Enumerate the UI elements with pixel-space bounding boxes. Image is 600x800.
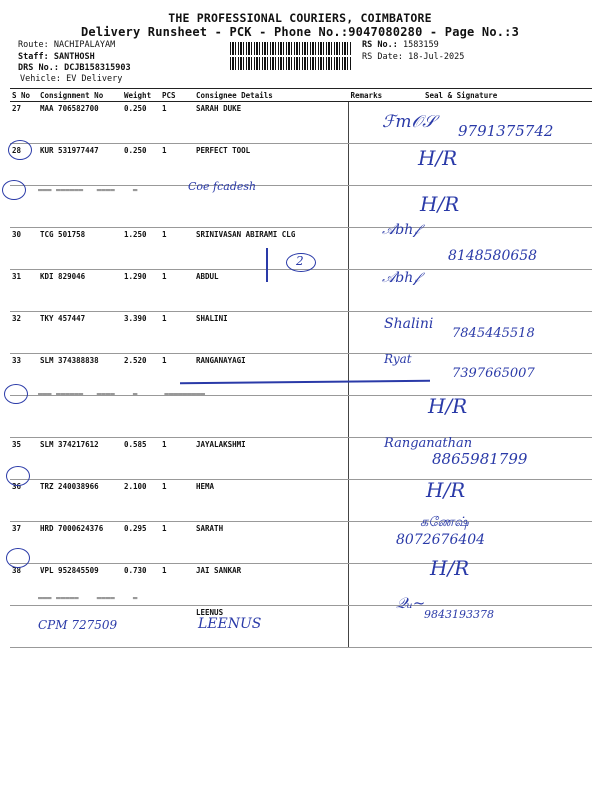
- cell-consignment: HRD 7000624376: [38, 522, 122, 564]
- cell-consignment: TRZ 240038966: [38, 480, 122, 522]
- cell-pcs: 1: [160, 438, 194, 480]
- cell-remarks: [349, 564, 402, 606]
- hw-sign-33: Ryat: [384, 352, 412, 366]
- barcode-bottom: [230, 57, 352, 70]
- rs-date-label: RS Date:: [362, 52, 403, 62]
- hw-sign-32: Shalini: [384, 316, 434, 332]
- table-row: [10, 144, 592, 186]
- hw-phone-32: 7845445518: [452, 326, 535, 341]
- table-row: [10, 270, 592, 312]
- route-label: Route:: [18, 40, 49, 50]
- cell-weight: 0.250: [122, 144, 160, 186]
- cell-pcs: 1: [160, 270, 194, 312]
- cell-sno: 28: [10, 144, 38, 186]
- cell-consignee: JAI SANKAR: [194, 564, 349, 606]
- table-row: [10, 480, 592, 522]
- cell-weight: [122, 606, 160, 648]
- cell-consignment: SLM 374217612: [38, 438, 122, 480]
- vehicle-line: [20, 74, 122, 85]
- cell-weight: 2.520: [122, 354, 160, 396]
- rs-no-label: RS No.:: [362, 40, 398, 50]
- route-line: [18, 40, 115, 51]
- cell-remarks: [349, 480, 402, 522]
- rs-no-line: [362, 40, 439, 51]
- cell-pcs: 1: [160, 564, 194, 606]
- cell-pcs: 1: [160, 522, 194, 564]
- cell-weight: 2.100: [122, 480, 160, 522]
- rs-date-line: [362, 52, 464, 63]
- hw-phone-35: 8865981799: [432, 450, 528, 468]
- cell-sno: 35: [10, 438, 38, 480]
- barcode-top: [230, 42, 352, 55]
- cell-consignee: SARAH DUKE: [194, 102, 349, 144]
- cell-sno: 31: [10, 270, 38, 312]
- cell-weight: 0.250: [122, 102, 160, 144]
- ink-mark-line: [266, 248, 268, 282]
- circle-29: [2, 180, 26, 200]
- cell-pcs: 1: [160, 480, 194, 522]
- cell-consignment: TKY 457447: [38, 312, 122, 354]
- cell-consignee: [194, 396, 349, 438]
- circle-rebound: [286, 253, 316, 272]
- cell-consignee: PERFECT TOOL: [194, 144, 349, 186]
- staff-value: SANTHOSH: [53, 52, 95, 62]
- hw-hr-34: H/R: [428, 394, 468, 418]
- cell-remarks: [349, 606, 402, 648]
- cell-consignee: ABDUL: [194, 270, 349, 312]
- col-weight: Weight: [122, 89, 160, 102]
- cell-consignee: JAYALAKSHMI: [194, 438, 349, 480]
- cell-weight: 0.730: [122, 564, 160, 606]
- runsheet-subtitle: Delivery Runsheet - PCK - Phone No.:9047080280 - Page No.:3: [80, 25, 520, 39]
- col-sno: S No: [10, 89, 38, 102]
- cell-sno: 37: [10, 522, 38, 564]
- cell-weight: 0.585: [122, 438, 160, 480]
- hw-sign-37: கணேஷ்: [420, 515, 469, 530]
- hw-hr-29: H/R: [420, 192, 460, 216]
- circle-38: [6, 548, 30, 568]
- rs-date-value: 18-Jul-2025: [408, 52, 465, 62]
- signature-31: 𝒜bh𝒻: [382, 270, 420, 286]
- col-seal-signature: Seal & Signature: [401, 89, 592, 102]
- cell-sno: 27: [10, 102, 38, 144]
- cell-remarks: [349, 144, 402, 186]
- cell-sno: 32: [10, 312, 38, 354]
- hw-sign-35: Ranganathan: [384, 436, 473, 451]
- drs-label: DRS No.:: [18, 63, 59, 73]
- hw-phone-33: 7397665007: [452, 366, 535, 381]
- drs-line: [18, 63, 131, 74]
- cell-sno: 30: [10, 228, 38, 270]
- cell-consignment: [38, 396, 122, 438]
- staff-line: [18, 52, 95, 63]
- col-consignment: Consignment No: [38, 89, 122, 102]
- col-pcs: PCS: [160, 89, 194, 102]
- table-row: [10, 396, 592, 438]
- cell-pcs: [160, 606, 194, 648]
- signature-27: ℱm𝒪𝒮: [382, 112, 436, 132]
- hw-hr-28: H/R: [418, 146, 458, 170]
- table-header-row: [10, 89, 592, 102]
- cell-pcs: 1: [160, 354, 194, 396]
- cell-consignee: SRINIVASAN ABIRAMI CLG: [194, 228, 349, 270]
- vehicle-value: EV Delivery: [66, 74, 123, 84]
- cell-remarks: [349, 522, 402, 564]
- circle-28: [8, 140, 32, 160]
- hw-hr-36: H/R: [426, 478, 466, 502]
- table-row: [10, 522, 592, 564]
- cell-consignment: MAA 706582700: [38, 102, 122, 144]
- cell-remarks: [349, 396, 402, 438]
- struck-row-34: ▬▬▬ ▬▬▬▬▬▬ ▬▬▬▬ ▬ ▬▬▬▬▬▬▬▬▬: [38, 389, 206, 398]
- struck-row-29: ▬▬▬ ▬▬▬▬▬▬ ▬▬▬▬ ▬: [38, 185, 138, 194]
- col-consignee: Consignee Details: [194, 89, 349, 102]
- route-value: NACHIPALAYAM: [53, 40, 116, 50]
- cell-pcs: 1: [160, 312, 194, 354]
- signature-39: 𝒬ᵤ~: [396, 594, 426, 612]
- hw-phone-30: 8148580658: [448, 248, 538, 264]
- cell-consignee: HEMA: [194, 480, 349, 522]
- cell-consignment: VPL 952845509: [38, 564, 122, 606]
- hw-phone-27: 9791375742: [458, 122, 554, 140]
- circle-36: [6, 466, 30, 486]
- hw-cons-39: CPM 727509: [38, 618, 118, 632]
- circle-34: [4, 384, 28, 404]
- staff-label: Staff:: [18, 52, 49, 62]
- cell-seal-signature: [401, 270, 592, 312]
- cell-consignment: SLM 374388838: [38, 354, 122, 396]
- cell-sno: [10, 606, 38, 648]
- cell-consignment: TCG 501758: [38, 228, 122, 270]
- cell-sno: 38: [10, 564, 38, 606]
- cell-sno: 36: [10, 480, 38, 522]
- cell-consignee: LEENUS: [194, 606, 349, 648]
- cell-consignment: KUR 531977447: [38, 144, 122, 186]
- cell-pcs: 1: [160, 228, 194, 270]
- hw-rebound-2: 2: [296, 254, 304, 268]
- struck-row-39: ▬▬▬ ▬▬▬▬▬ ▬▬▬▬ ▬: [38, 593, 138, 602]
- vehicle-label: Vehicle:: [20, 74, 61, 84]
- cell-weight: 0.295: [122, 522, 160, 564]
- cell-weight: 1.290: [122, 270, 160, 312]
- cell-consignment: KDI 829046: [38, 270, 122, 312]
- col-remarks: Remarks: [349, 89, 402, 102]
- hw-name-29: Coe fcadesh: [188, 180, 257, 193]
- signature-30: 𝒜bh𝒻: [382, 222, 420, 238]
- hw-name-39: LEENUS: [198, 616, 262, 632]
- cell-pcs: [160, 396, 194, 438]
- hw-phone-39: 9843193378: [424, 608, 494, 621]
- cell-weight: 1.250: [122, 228, 160, 270]
- rs-no-value: 1583159: [402, 40, 439, 50]
- drs-value: DCJB158315903: [64, 63, 131, 73]
- company-title: THE PROFESSIONAL COURIERS, COIMBATORE: [168, 11, 432, 25]
- hw-phone-37: 8072676404: [396, 532, 486, 548]
- cell-weight: 3.390: [122, 312, 160, 354]
- cell-pcs: 1: [160, 102, 194, 144]
- cell-consignee: RANGANAYAGI: [194, 354, 349, 396]
- cell-consignee: SHALINI: [194, 312, 349, 354]
- cell-sno: 33: [10, 354, 38, 396]
- hw-hr-38: H/R: [430, 556, 470, 580]
- cell-pcs: 1: [160, 144, 194, 186]
- cell-weight: [122, 396, 160, 438]
- cell-consignee: SARATH: [194, 522, 349, 564]
